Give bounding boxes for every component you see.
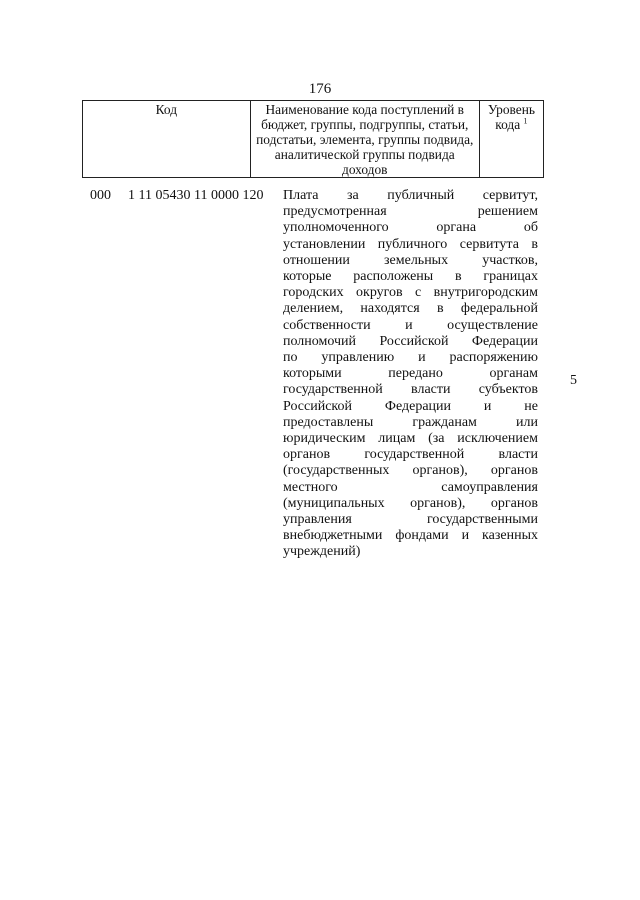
row-name-line: (муниципальных органов), органов: [283, 495, 538, 511]
row-name-line: уполномоченного органа об: [283, 220, 538, 236]
row-name-line: местного самоуправления: [283, 479, 538, 495]
header-code-cell: [83, 101, 251, 178]
row-name-line: которые расположены в границах: [283, 269, 538, 285]
row-level-value: 5: [570, 373, 577, 388]
table-header: [82, 100, 544, 178]
row-name-line: Плата за публичный сервитут,: [283, 188, 538, 203]
row-name-line: отношении земельных участков,: [283, 252, 538, 268]
row-name-line: государственной власти субъектов: [283, 382, 538, 398]
row-name-line: предусмотренная решением: [283, 204, 538, 220]
row-name-line: учреждений): [283, 544, 361, 560]
row-name-line: Российской Федерации и не: [283, 398, 538, 414]
row-name-line: органов государственной власти: [283, 447, 538, 463]
row-name-line: установлении публичного сервитута в: [283, 236, 538, 252]
header-level-word: кода: [495, 117, 521, 132]
row-name-line: управления государственными: [283, 512, 538, 528]
row-name-line: собственности и осуществление: [283, 317, 538, 333]
row-code-name: [283, 188, 538, 561]
row-name-line: которыми передано органам: [283, 366, 538, 382]
row-name-line: городских округов с внутригородским: [283, 285, 538, 301]
row-name-line: предоставлены гражданам или: [283, 414, 538, 430]
row-name-line: делением, находятся в федеральной: [283, 301, 538, 317]
header-name-line: подстатьи, элемента, группы подвида,: [256, 132, 474, 147]
row-name-line: (государственных органов), органов: [283, 463, 538, 479]
row-name-line: внебюджетными фондами и казенных: [283, 528, 538, 544]
row-income-code: 1 11 05430 11 0000 120: [128, 188, 264, 203]
header-name-line: бюджет, группы, подгруппы, статьи,: [261, 117, 469, 132]
header-level-footnote: 1: [523, 116, 528, 126]
row-name-line: полномочий Российской Федерации: [283, 333, 538, 349]
header-name-cell: [250, 101, 479, 178]
header-level-cell: [479, 101, 543, 178]
header-row: [83, 101, 544, 178]
page-number: 176: [308, 81, 332, 97]
row-name-line: юридическим лицам (за исключением: [283, 431, 538, 447]
row-name-line: по управлению и распоряжению: [283, 350, 538, 366]
header-name-line: аналитической группы подвида доходов: [274, 147, 455, 177]
header-name-line: Наименование кода поступлений в: [265, 102, 464, 117]
row-code-prefix: 000: [90, 188, 111, 203]
header-level-line1: Уровень: [487, 102, 535, 117]
header-level-line2: [482, 117, 541, 132]
header-code-label: Код: [155, 102, 178, 117]
